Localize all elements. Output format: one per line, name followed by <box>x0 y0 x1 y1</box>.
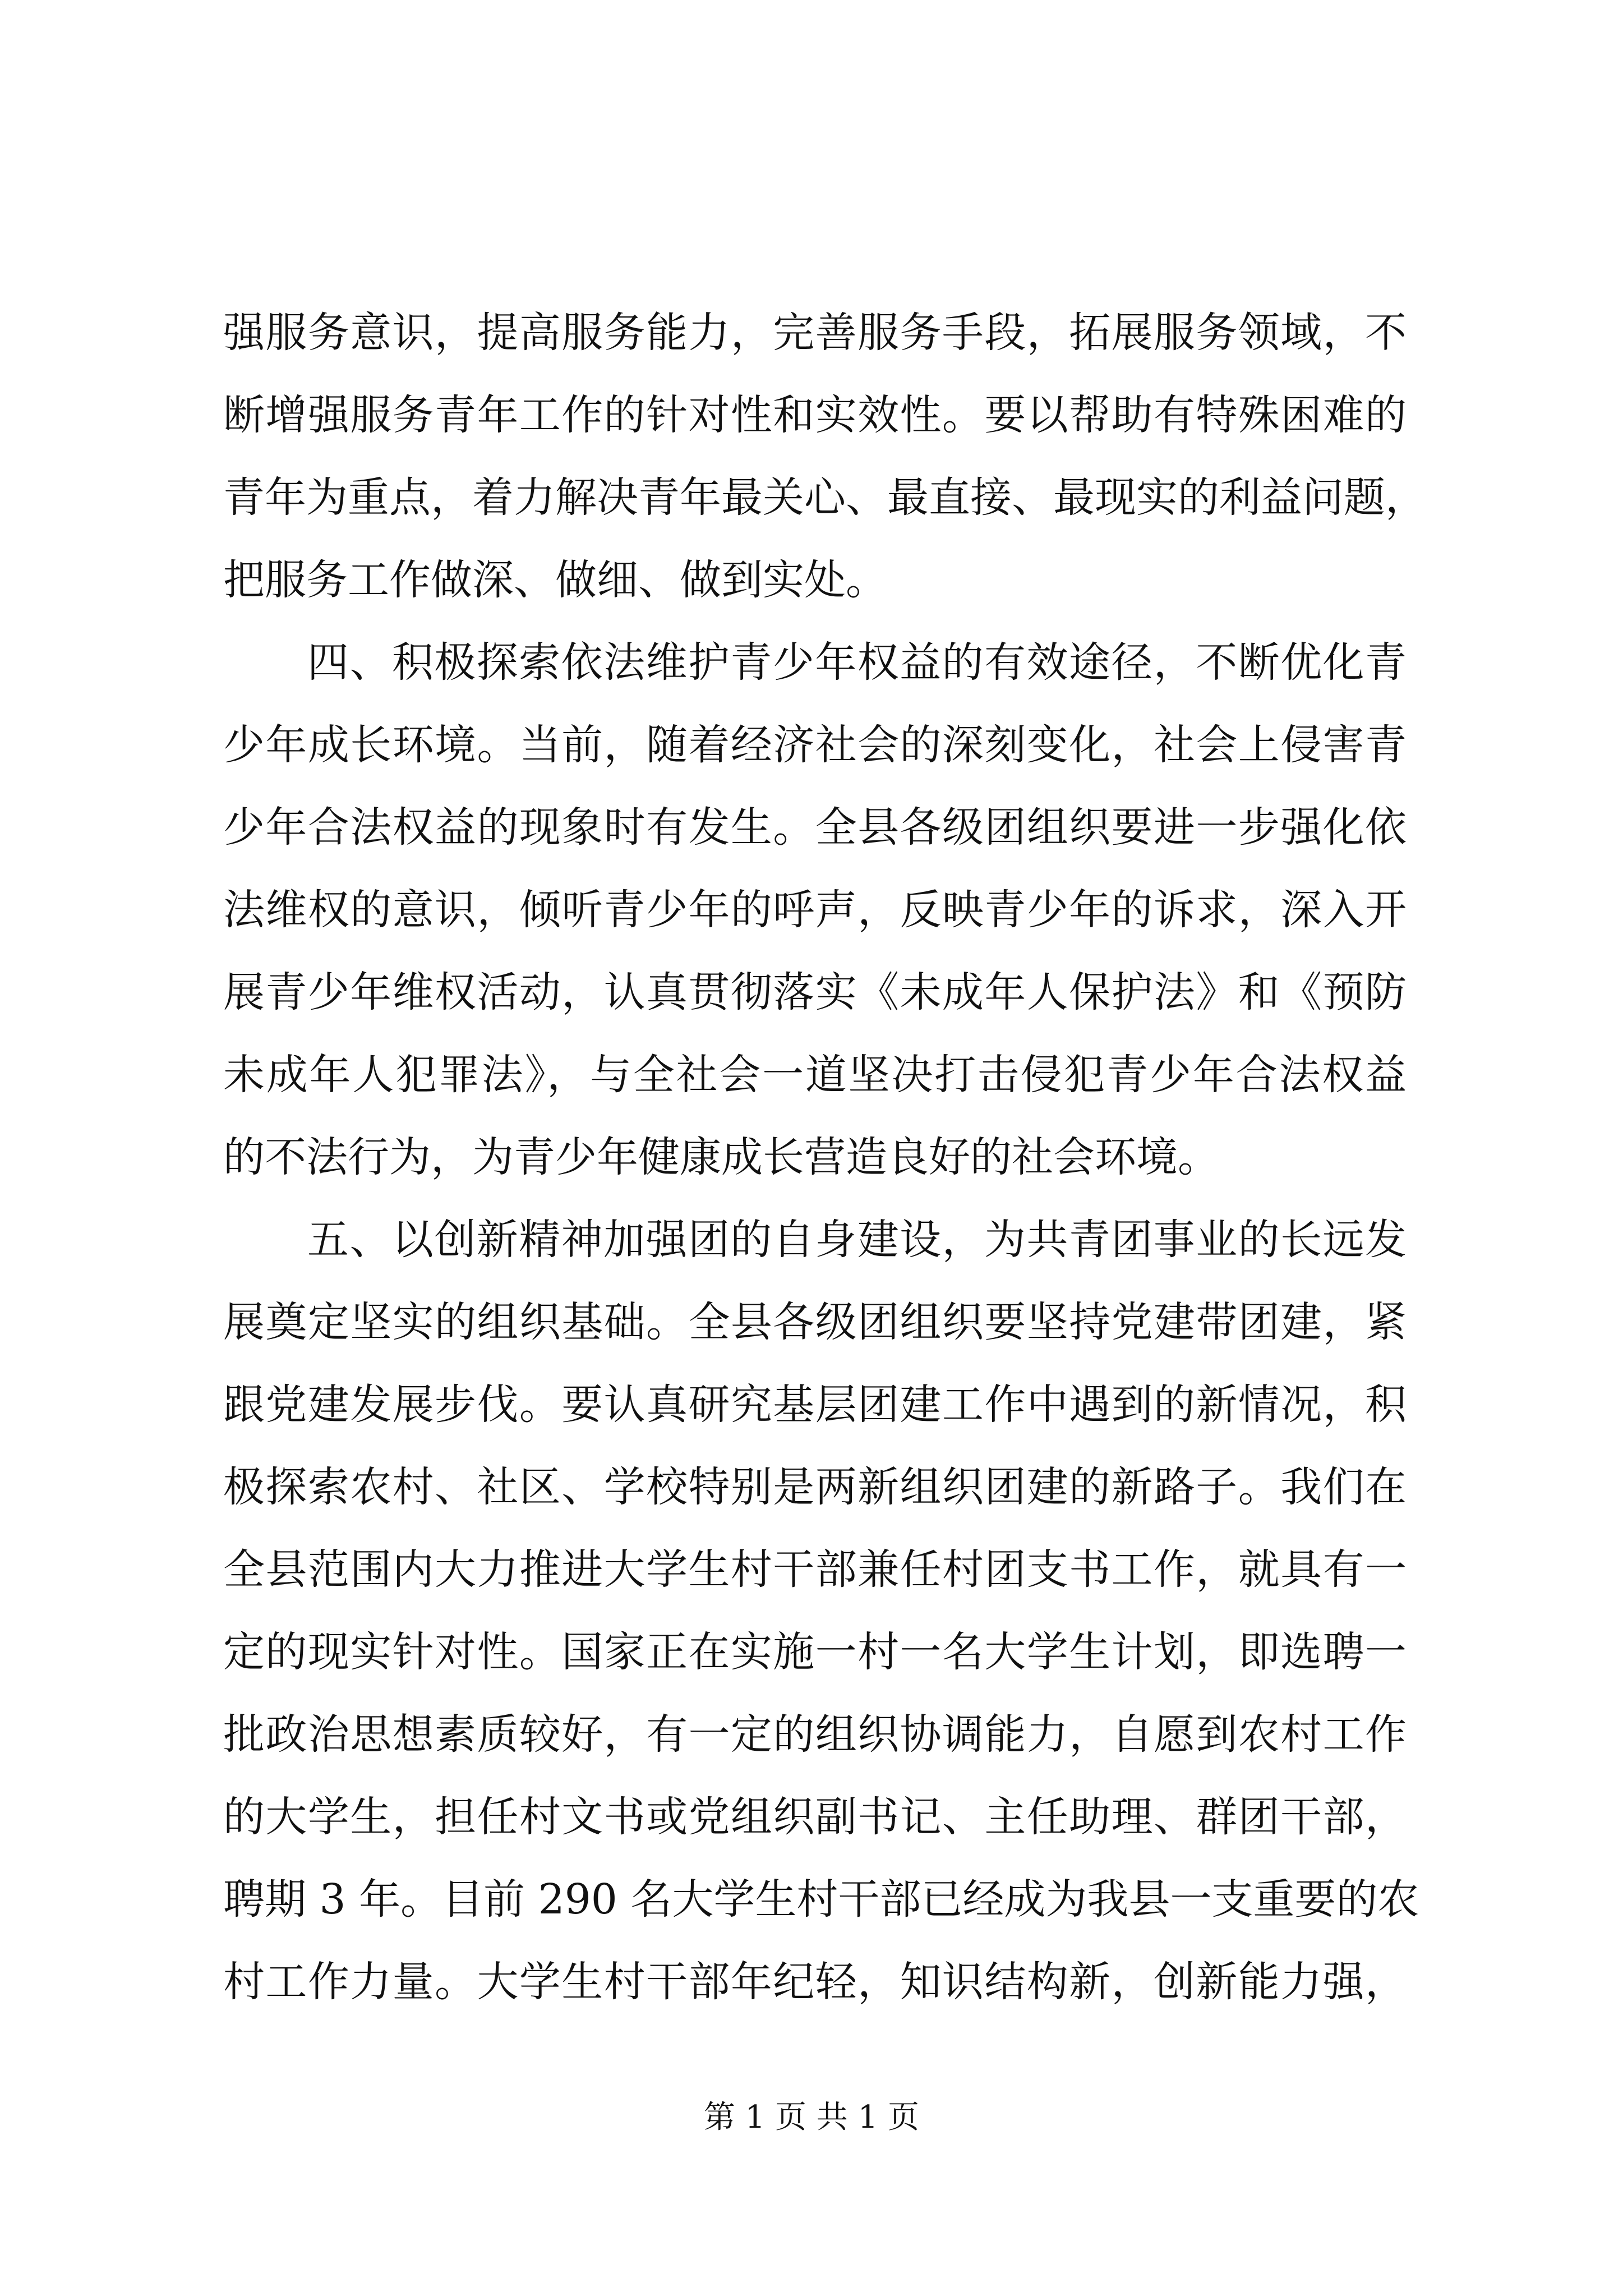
text-line: 未成年人犯罪法》，与全社会一道坚决打击侵犯青少年合法权益 <box>223 1051 1407 1099</box>
page-footer: 第 1 页 共 1 页 <box>703 2099 920 2136</box>
section-four-heading-line: 四、积极探索依法维护青少年权益的有效途径，不断优化青 <box>307 638 1407 687</box>
text-line: 少年合法权益的现象时有发生。全县各级团组织要进一步强化依 <box>223 803 1407 852</box>
text-line: 展青少年维权活动，认真贯彻落实《未成年人保护法》和《预防 <box>223 968 1407 1016</box>
text-line: 定的现实针对性。国家正在实施一村一名大学生计划，即选聘一 <box>223 1628 1407 1676</box>
text-line: 极探索农村、社区、学校特别是两新组织团建的新路子。我们在 <box>223 1463 1407 1511</box>
text-line: 聘期 3 年。目前 290 名大学生村干部已经成为我县一支重要的农 <box>223 1875 1419 1924</box>
text-line: 的大学生，担任村文书或党组织副书记、主任助理、群团干部， <box>223 1793 1407 1841</box>
text-line: 全县范围内大力推进大学生村干部兼任村团支书工作，就具有一 <box>223 1545 1407 1594</box>
text-line: 把服务工作做深、做细、做到实处。 <box>223 556 887 604</box>
text-line: 断增强服务青年工作的针对性和实效性。要以帮助有特殊困难的 <box>223 391 1407 439</box>
section-five-heading-line: 五、以创新精神加强团的自身建设，为共青团事业的长远发 <box>307 1216 1407 1264</box>
text-line: 跟党建发展步伐。要认真研究基层团建工作中遇到的新情况，积 <box>223 1381 1407 1429</box>
text-line: 的不法行为，为青少年健康成长营造良好的社会环境。 <box>223 1133 1219 1181</box>
text-line: 少年成长环境。当前，随着经济社会的深刻变化，社会上侵害青 <box>223 721 1407 769</box>
text-line: 村工作力量。大学生村干部年纪轻，知识结构新，创新能力强， <box>223 1958 1407 2006</box>
text-line: 青年为重点，着力解决青年最关心、最直接、最现实的利益问题， <box>223 473 1427 522</box>
body-text <box>223 292 1427 2023</box>
text-line: 法维权的意识，倾听青少年的呼声，反映青少年的诉求，深入开 <box>223 886 1407 934</box>
text-line: 展奠定坚实的组织基础。全县各级团组织要坚持党建带团建，紧 <box>223 1298 1407 1346</box>
text-line: 强服务意识，提高服务能力，完善服务手段，拓展服务领域，不 <box>223 309 1407 357</box>
text-line: 批政治思想素质较好，有一定的组织协调能力，自愿到农村工作 <box>223 1710 1407 1759</box>
